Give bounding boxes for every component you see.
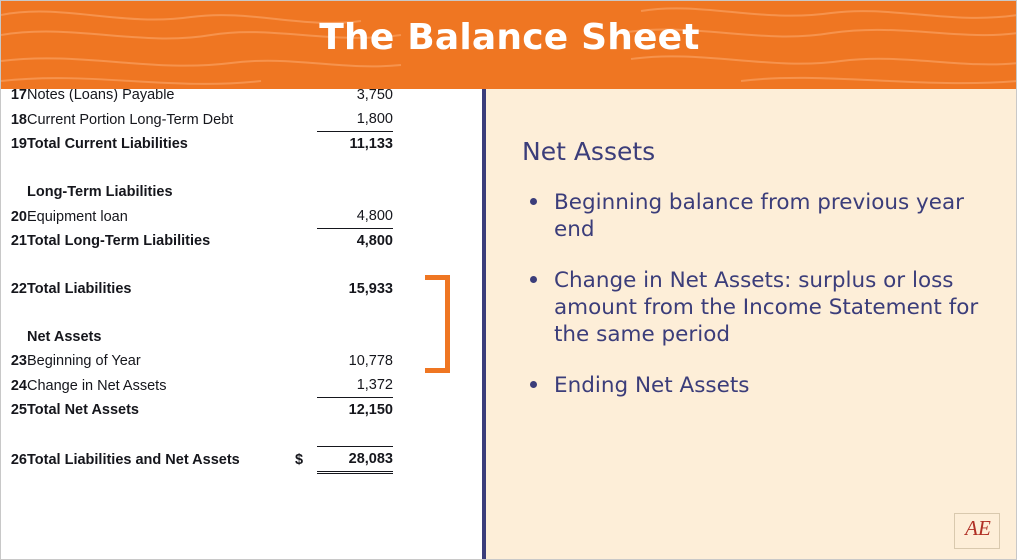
row-spacer (393, 229, 453, 254)
table-row (1, 398, 453, 423)
row-currency-symbol (295, 107, 317, 132)
row-number: 18 (10, 111, 27, 128)
row-number: 24 (10, 377, 27, 394)
row-number: 25 (10, 402, 27, 418)
table-row (1, 277, 453, 301)
table-row (1, 204, 453, 229)
row-number (1, 180, 27, 204)
net-assets-bracket (425, 275, 451, 373)
row-currency-symbol (295, 301, 317, 325)
row-number (1, 422, 27, 446)
slide-header-banner (1, 1, 1017, 89)
row-spacer (393, 89, 453, 107)
row-number: 21 (10, 233, 27, 249)
row-label (27, 156, 295, 180)
row-amount: 4,800 (317, 229, 393, 254)
content-heading: Net Assets (522, 137, 656, 166)
table-row (1, 373, 453, 398)
row-currency-symbol (295, 422, 317, 446)
row-label: Net Assets (27, 329, 102, 345)
row-label: Current Portion Long-Term Debt (27, 111, 234, 128)
bullet-dot-icon (530, 198, 537, 205)
row-currency-symbol (295, 325, 317, 349)
row-spacer (393, 253, 453, 277)
row-amount: 4,800 (356, 208, 393, 224)
row-number (1, 253, 27, 277)
page-title: The Balance Sheet (319, 17, 700, 58)
row-label: Notes (Loans) Payable (27, 89, 175, 103)
row-currency-symbol (295, 204, 317, 229)
row-spacer (393, 422, 453, 446)
bullet-item (522, 372, 992, 399)
row-currency-symbol (295, 89, 317, 107)
row-number (1, 156, 27, 180)
row-spacer (393, 204, 453, 229)
row-currency-symbol (295, 398, 317, 423)
row-amount (317, 253, 393, 277)
row-amount: 10,778 (348, 353, 393, 369)
row-spacer (393, 398, 453, 423)
bullet-item (522, 267, 992, 348)
row-label: Total Liabilities (27, 281, 132, 297)
table-row (1, 349, 453, 373)
row-amount: 3,750 (356, 89, 393, 103)
row-spacer (393, 180, 453, 204)
ae-logo-text: AE (965, 516, 991, 540)
row-number: 19 (10, 136, 27, 152)
row-currency-symbol (295, 373, 317, 398)
bullet-text: Beginning balance from previous year end (554, 190, 965, 242)
bullet-item (522, 189, 992, 243)
row-spacer (393, 156, 453, 180)
table-row (1, 180, 453, 204)
row-number: 20 (10, 208, 27, 225)
row-label: Total Net Assets (27, 402, 139, 418)
row-number: 26 (10, 452, 27, 468)
row-label (27, 253, 295, 277)
table-row (1, 132, 453, 157)
row-currency-symbol (295, 253, 317, 277)
row-spacer (393, 107, 453, 132)
row-number: 23 (10, 353, 27, 369)
row-spacer (393, 373, 453, 398)
row-label (27, 422, 295, 446)
row-label: Total Long-Term Liabilities (27, 233, 211, 249)
row-amount: 12,150 (317, 398, 393, 423)
row-number (1, 301, 27, 325)
row-label: Change in Net Assets (27, 377, 167, 394)
balance-sheet-table (1, 89, 453, 474)
row-amount: 1,372 (356, 377, 393, 393)
row-number: 22 (10, 281, 27, 297)
row-currency-symbol (295, 156, 317, 180)
table-row (1, 89, 453, 107)
bullet-dot-icon (530, 276, 537, 283)
table-row (1, 253, 453, 277)
table-row (1, 325, 453, 349)
row-amount (317, 301, 393, 325)
row-amount: 28,083 (317, 446, 393, 472)
table-row (1, 422, 453, 446)
bullet-list (522, 189, 992, 423)
content-pane (486, 89, 1017, 560)
row-currency-symbol (295, 277, 317, 301)
row-amount (317, 325, 393, 349)
row-spacer (393, 132, 453, 157)
row-currency-symbol (295, 132, 317, 157)
table-row (1, 107, 453, 132)
row-amount: 1,800 (356, 111, 393, 127)
row-number: 17 (10, 89, 27, 103)
row-label: Total Current Liabilities (27, 136, 188, 152)
bullet-text: Ending Net Assets (554, 373, 750, 398)
row-amount (317, 156, 393, 180)
row-label: Total Liabilities and Net Assets (27, 452, 240, 468)
row-spacer (393, 446, 453, 472)
row-amount: 11,133 (317, 132, 393, 157)
table-row (1, 229, 453, 254)
row-currency-symbol (295, 229, 317, 254)
row-label (27, 301, 295, 325)
table-row (1, 156, 453, 180)
bullet-text: Change in Net Assets: surplus or loss amount from the Income Statement for the same period (554, 268, 979, 347)
ae-logo (954, 513, 1000, 549)
row-currency-symbol: $ (295, 452, 304, 468)
row-label: Long-Term Liabilities (27, 184, 173, 200)
table-row (1, 446, 453, 472)
row-amount (317, 180, 393, 204)
table-row (1, 301, 453, 325)
row-label: Equipment loan (27, 208, 128, 225)
row-label: Beginning of Year (27, 353, 141, 369)
row-amount (317, 422, 393, 446)
balance-sheet-table-pane (1, 89, 482, 560)
row-number (1, 325, 27, 349)
row-currency-symbol (295, 180, 317, 204)
row-amount: 15,933 (348, 281, 393, 297)
row-currency-symbol (295, 349, 317, 373)
bullet-dot-icon (530, 381, 537, 388)
